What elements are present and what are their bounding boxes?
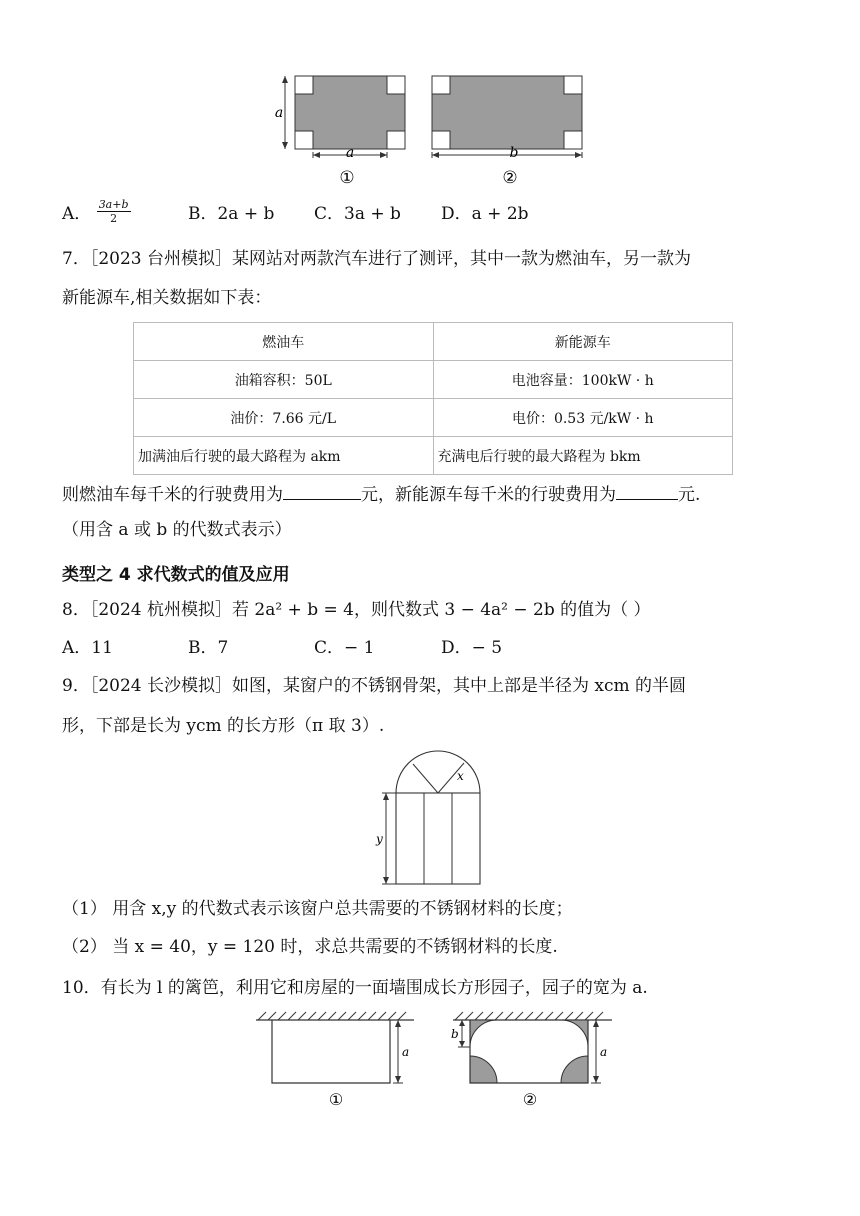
q7-answer-line <box>62 481 700 508</box>
table-row <box>134 361 733 399</box>
garden2-label-a: a <box>600 1045 608 1059</box>
table-cell: 油箱容积：50L <box>134 361 434 399</box>
q8-stem: 8．［2024 杭州模拟］若 2a² + b = 4，则代数式 3 − 4a² − 2b 的值为（ ） <box>62 600 651 620</box>
q7-answer-text-1: 则燃油车每千米的行驶费用为 <box>62 485 283 505</box>
figure1-shape2 <box>432 76 582 158</box>
table-cell: 充满电后行驶的最大路程为 bkm <box>433 437 733 475</box>
table-cell: 电价：0.53 元/kW · h <box>433 399 733 437</box>
garden2-caption: ② <box>522 1090 538 1109</box>
q6-option-a-denominator: 2 <box>110 212 118 225</box>
section-title: 类型之 4 求代数式的值及应用 <box>62 565 290 585</box>
q9-stem-line2: 形，下部是长为 ycm 的长方形（π 取 3）. <box>62 716 385 736</box>
table-row <box>134 437 733 475</box>
table-header-cell: 燃油车 <box>134 323 434 361</box>
q9-stem-line1: 9．［2024 长沙模拟］如图，某窗户的不锈钢骨架，其中上部是半径为 xcm 的半圆 <box>62 676 687 696</box>
figure1-caption-1: ① <box>339 168 355 188</box>
garden1-label-a: a <box>402 1045 410 1059</box>
garden-figure-2 <box>453 1012 612 1083</box>
q7-data-table <box>133 322 733 475</box>
window-frame-figure <box>370 750 490 888</box>
figure1-shape1 <box>282 76 405 158</box>
figure1-label-a-bottom: a <box>345 145 355 161</box>
garden-figure <box>250 1010 620 1110</box>
q7-answer-blank-1[interactable] <box>283 481 361 500</box>
table-header-cell: 新能源车 <box>433 323 733 361</box>
figure1-label-b-bottom: b <box>509 145 519 161</box>
q7-stem-line1: 7．［2023 台州模拟］某网站对两款汽车进行了测评，其中一款为燃油车，另一款为 <box>62 249 691 269</box>
q8-option-b: B．7 <box>188 638 229 658</box>
q6-option-d: D．a + 2b <box>441 204 529 224</box>
q6-option-a-numerator: 3a+b <box>98 198 129 211</box>
q9-subquestion-2: （2） 当 x = 40，y = 120 时，求总共需要的不锈钢材料的长度. <box>62 937 558 957</box>
q7-answer-blank-2[interactable] <box>616 481 678 500</box>
q7-stem-line2: 新能源车,相关数据如下表： <box>62 288 272 308</box>
table-header-row <box>134 323 733 361</box>
q7-answer-text-2: 元，新能源车每千米的行驶费用为 <box>361 485 616 505</box>
q8-option-d: D．− 5 <box>441 638 503 658</box>
q8-option-a: A．11 <box>62 638 113 658</box>
table-cell: 油价：7.66 元/L <box>134 399 434 437</box>
q6-option-a-prefix: A． <box>62 204 92 224</box>
window-label-y: y <box>376 832 383 846</box>
figure1-caption-2: ② <box>502 168 518 188</box>
garden2-label-b: b <box>451 1027 459 1041</box>
window-label-x: x <box>457 769 464 783</box>
table-cell: 加满油后行驶的最大路程为 akm <box>134 437 434 475</box>
figure1-label-a-side: a <box>274 105 284 121</box>
table-row <box>134 399 733 437</box>
q8-option-c: C．− 1 <box>314 638 375 658</box>
q9-subquestion-1: （1） 用含 x,y 的代数式表示该窗户总共需要的不锈钢材料的长度； <box>62 899 573 919</box>
figure-rectangles-cutout <box>270 66 600 190</box>
q6-option-c: C．3a + b <box>314 204 401 224</box>
garden-figure-1 <box>256 1012 414 1083</box>
table-cell: 电池容量：100kW · h <box>433 361 733 399</box>
garden1-caption: ① <box>328 1090 344 1109</box>
q7-answer-text-3: 元. <box>678 485 701 505</box>
q6-option-b: B．2a + b <box>188 204 275 224</box>
q7-note: （用含 a 或 b 的代数式表示） <box>62 520 292 540</box>
q10-stem: 10．有长为 l 的篱笆，利用它和房屋的一面墙围成长方形园子，园子的宽为 a. <box>62 978 648 998</box>
q6-option-a <box>62 198 131 228</box>
